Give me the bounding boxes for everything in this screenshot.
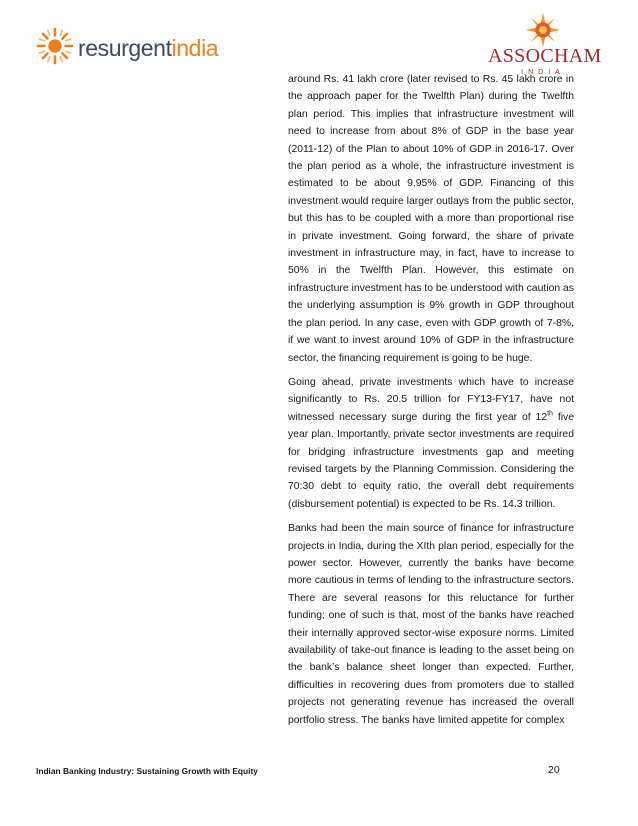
wordmark-resurgent: resurgent <box>78 34 172 61</box>
assocham-brand: ASSOCHAM <box>488 45 602 67</box>
paragraph-2 <box>288 374 574 513</box>
assocham-sun-icon <box>488 12 598 48</box>
paragraph-3: Banks had been the main source of finance for infrastructure projects in India, during the XIth plan period, especially for the power sector. However, currently the banks have become more cautious in terms of lending to the infrastructure sectors. There are several reasons for this reluctance for further funding; one of such is that, most of the banks have reached their internally approved sector-wise exposure norms. Limited availability of take-out finance is leading to the asset being on the bank’s balance sheet longer than expected. Further, difficulties in recovering dues from promoters due to stalled projects not generating revenue has increased the overall portfolio stress. The banks have limited appetite for complex <box>288 523 574 726</box>
footer-title: Indian Banking Industry: Sustaining Growth with Equity <box>36 766 258 776</box>
page-number: 20 <box>548 764 560 776</box>
wordmark-india: india <box>171 34 219 61</box>
paragraph-2-part-a: Going ahead, private investments which have to increase significantly to Rs. 20.5 trillion for FY13-FY17, have not witnessed necessary surge during the first year of 12 <box>288 376 574 423</box>
paragraph-2-part-b: five year plan. Importantly, private sector investments are required for bridging infrastructure investments gap and meeting revised targets by the Planning Commission. Considering the 70:30 debt to equity ratio, the overall debt requirements (disbursement potential) is expected to be Rs. 14.3 trillion. <box>288 411 575 510</box>
superscript-th: th <box>547 410 553 418</box>
paragraph-1: around Rs. 41 lakh crore (later revised to Rs. 45 lakh crore in the approach paper for the Twelfth Plan) during the Twelfth plan period. This implies that infrastructure investment will need to increase from about 8% of GDP in the base year (2011-12) of the Plan to about 10% of GDP in 2016-17. Over the plan period as a whole, the infrastructure investment is estimated to be about 9.95% of GDP. Financing of this investment would require larger outlays from the public sector, but this has to be coupled with a more than proportional rise in private investment. Going forward, the share of private investment in infrastructure may, in fact, have to increase to 50% in the Twelfth Plan. However, this estimate on infrastructure investment has to be understood with caution as the underlying assumption is 9% growth in GDP throughout the plan period. In any case, even with GDP growth of 7-8%, if we want to invest around 10% of GDP in the infrastructure sector, the financing requirement is going to be huge. <box>288 74 574 364</box>
assocham-sub: INDIA <box>521 69 565 76</box>
assocham-logo <box>488 12 602 76</box>
body-text-column <box>288 71 574 736</box>
resurgent-india-wordmark <box>78 34 219 61</box>
resurgent-sunburst-icon <box>36 27 78 70</box>
resurgent-india-logo <box>36 28 218 68</box>
